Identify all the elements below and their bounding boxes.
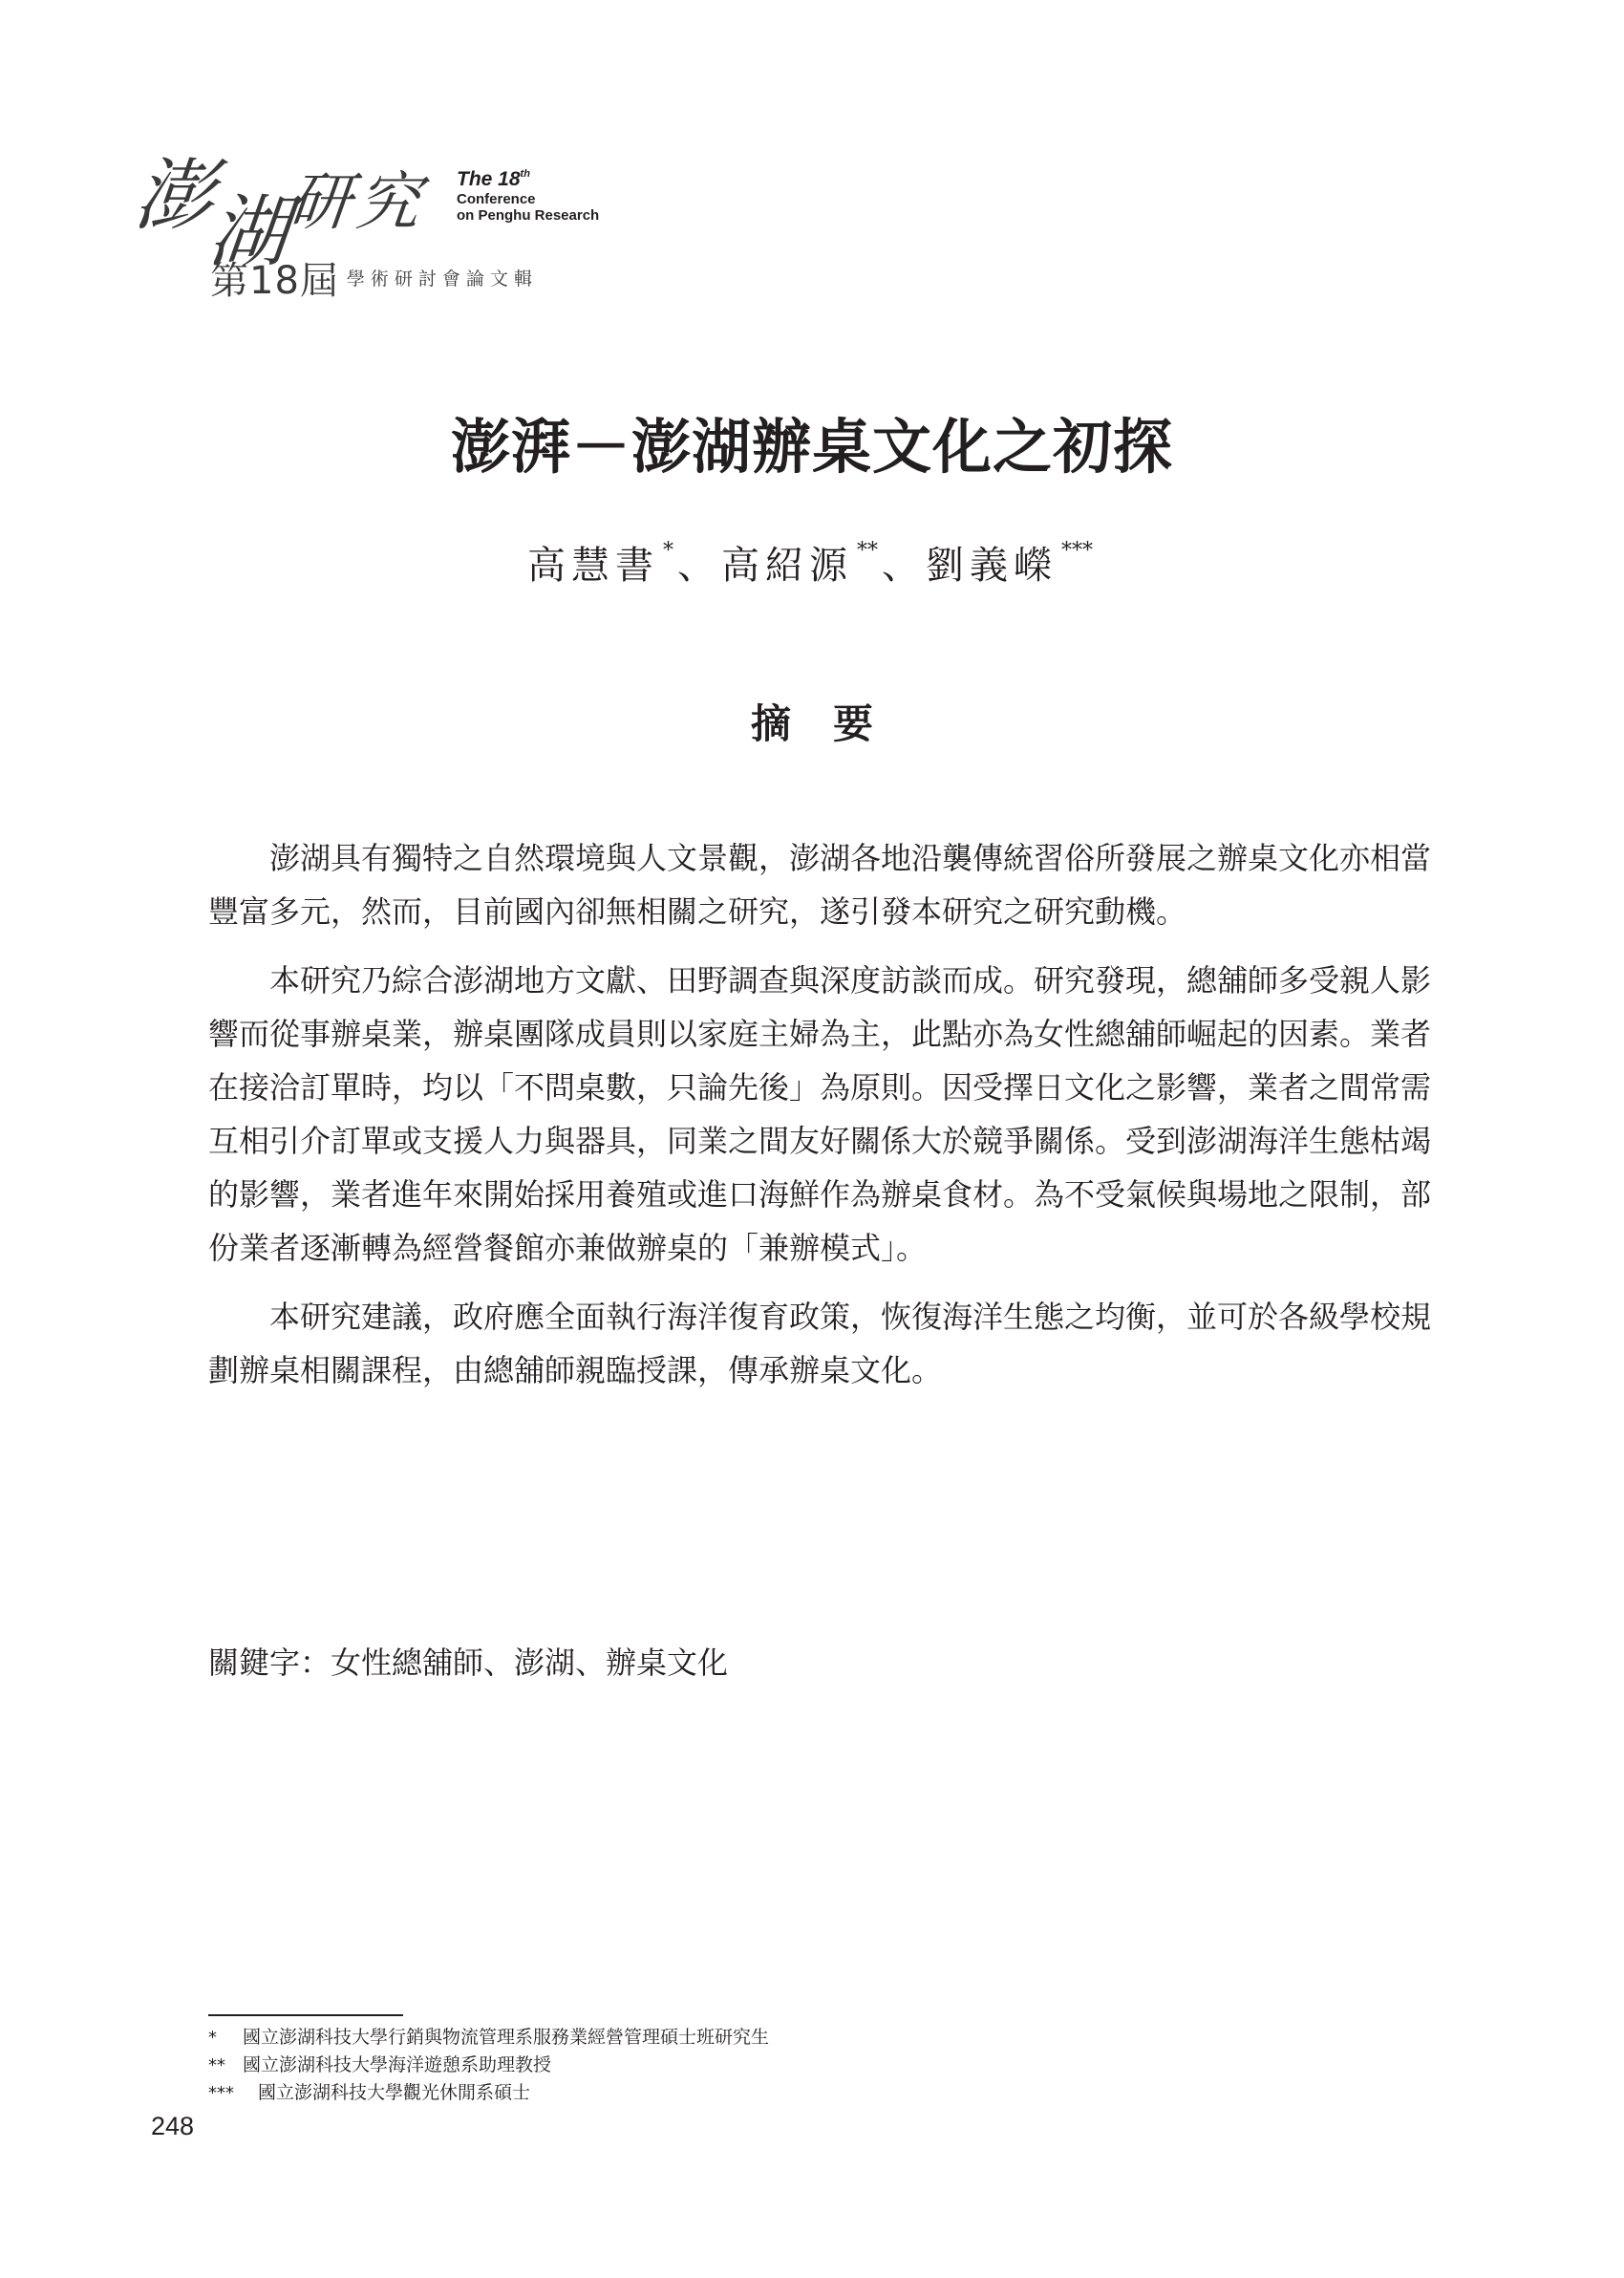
logo-subtitle	[210, 250, 538, 305]
footnote-divider	[208, 2014, 403, 2016]
page-number: 248	[151, 2112, 195, 2140]
logo-english-line2: on Penghu Research	[457, 207, 600, 225]
abstract-paragraph: 本研究乃綜合澎湖地方文獻、田野調查與深度訪談而成。研究發現，總舖師多受親人影響而從事辦桌業，辦桌團隊成員則以家庭主婦為主，此點亦為女性總舖師崛起的因素。業者在接洽訂單時，均以「不問桌數，只論先後」為原則。因受擇日文化之影響，業者之間常需互相引介訂單或支援人力與器具，同業之間友好關係大於競爭關係。受到澎湖海洋生態枯竭的影響，業者進年來開始採用養殖或進口海鮮作為辦桌食材。為不受氣候與場地之限制，部份業者逐漸轉為經營餐館亦兼做辦桌的「兼辦模式」。	[208, 962, 1432, 1266]
author-separator: 、	[677, 544, 721, 588]
keywords: 關鍵字：女性總舖師、澎湖、辦桌文化	[208, 1644, 729, 1681]
logo-english-line1: Conference	[457, 191, 536, 208]
logo-char-3: 研	[284, 165, 355, 239]
footnote	[208, 2079, 769, 2107]
author-mark: **	[857, 539, 878, 563]
footnote-text: 國立澎湖科技大學行銷與物流管理系服務業經營管理碩士班研究生	[243, 2027, 770, 2048]
footnote-text: 國立澎湖科技大學觀光休閒系碩士	[258, 2082, 531, 2103]
logo-english	[457, 168, 599, 225]
journal-logo	[130, 134, 632, 303]
logo-char-1: 澎	[130, 151, 219, 242]
logo-english-title: The 18th	[457, 168, 530, 190]
logo-char-4: 究	[353, 165, 424, 239]
footnotes	[208, 2024, 769, 2107]
logo-subtitle-text: 學術研討會論文輯	[346, 269, 538, 290]
footnote-mark: *	[208, 2028, 217, 2048]
author-mark: *	[663, 539, 673, 563]
logo-calligraphy	[130, 134, 451, 278]
paper-title: 澎湃－澎湖辦桌文化之初探	[450, 412, 1173, 482]
abstract-body	[208, 831, 1431, 1412]
footnote	[208, 2052, 769, 2079]
abstract-paragraph: 本研究建議，政府應全面執行海洋復育政策，恢復海洋生態之均衡，並可於各級學校規劃辦桌相關課程，由總舖師親臨授課，傳承辦桌文化。	[208, 1299, 1432, 1388]
logo-char-2: 湖	[204, 187, 293, 278]
footnote-mark: ***	[208, 2083, 234, 2103]
abstract-paragraph: 澎湖具有獨特之自然環境與人文景觀，澎湖各地沿襲傳統習俗所發展之辦桌文化亦相當豐富多元，然而，目前國內卻無相關之研究，遂引發本研究之研究動機。	[208, 840, 1432, 930]
author-separator: 、	[882, 544, 926, 588]
author-name: 高紹源	[721, 544, 853, 588]
abstract-heading: 摘要	[750, 700, 915, 747]
author-mark: ***	[1061, 539, 1093, 563]
author-name: 劉義嶸	[926, 544, 1058, 588]
footnote-text: 國立澎湖科技大學海洋遊憩系助理教授	[243, 2054, 552, 2075]
logo-subtitle-edition: 第18屆	[210, 259, 339, 303]
author-name: 高慧書	[527, 544, 659, 588]
footnote-mark: **	[208, 2055, 225, 2075]
author-list	[0, 535, 1624, 590]
footnote	[208, 2024, 769, 2052]
